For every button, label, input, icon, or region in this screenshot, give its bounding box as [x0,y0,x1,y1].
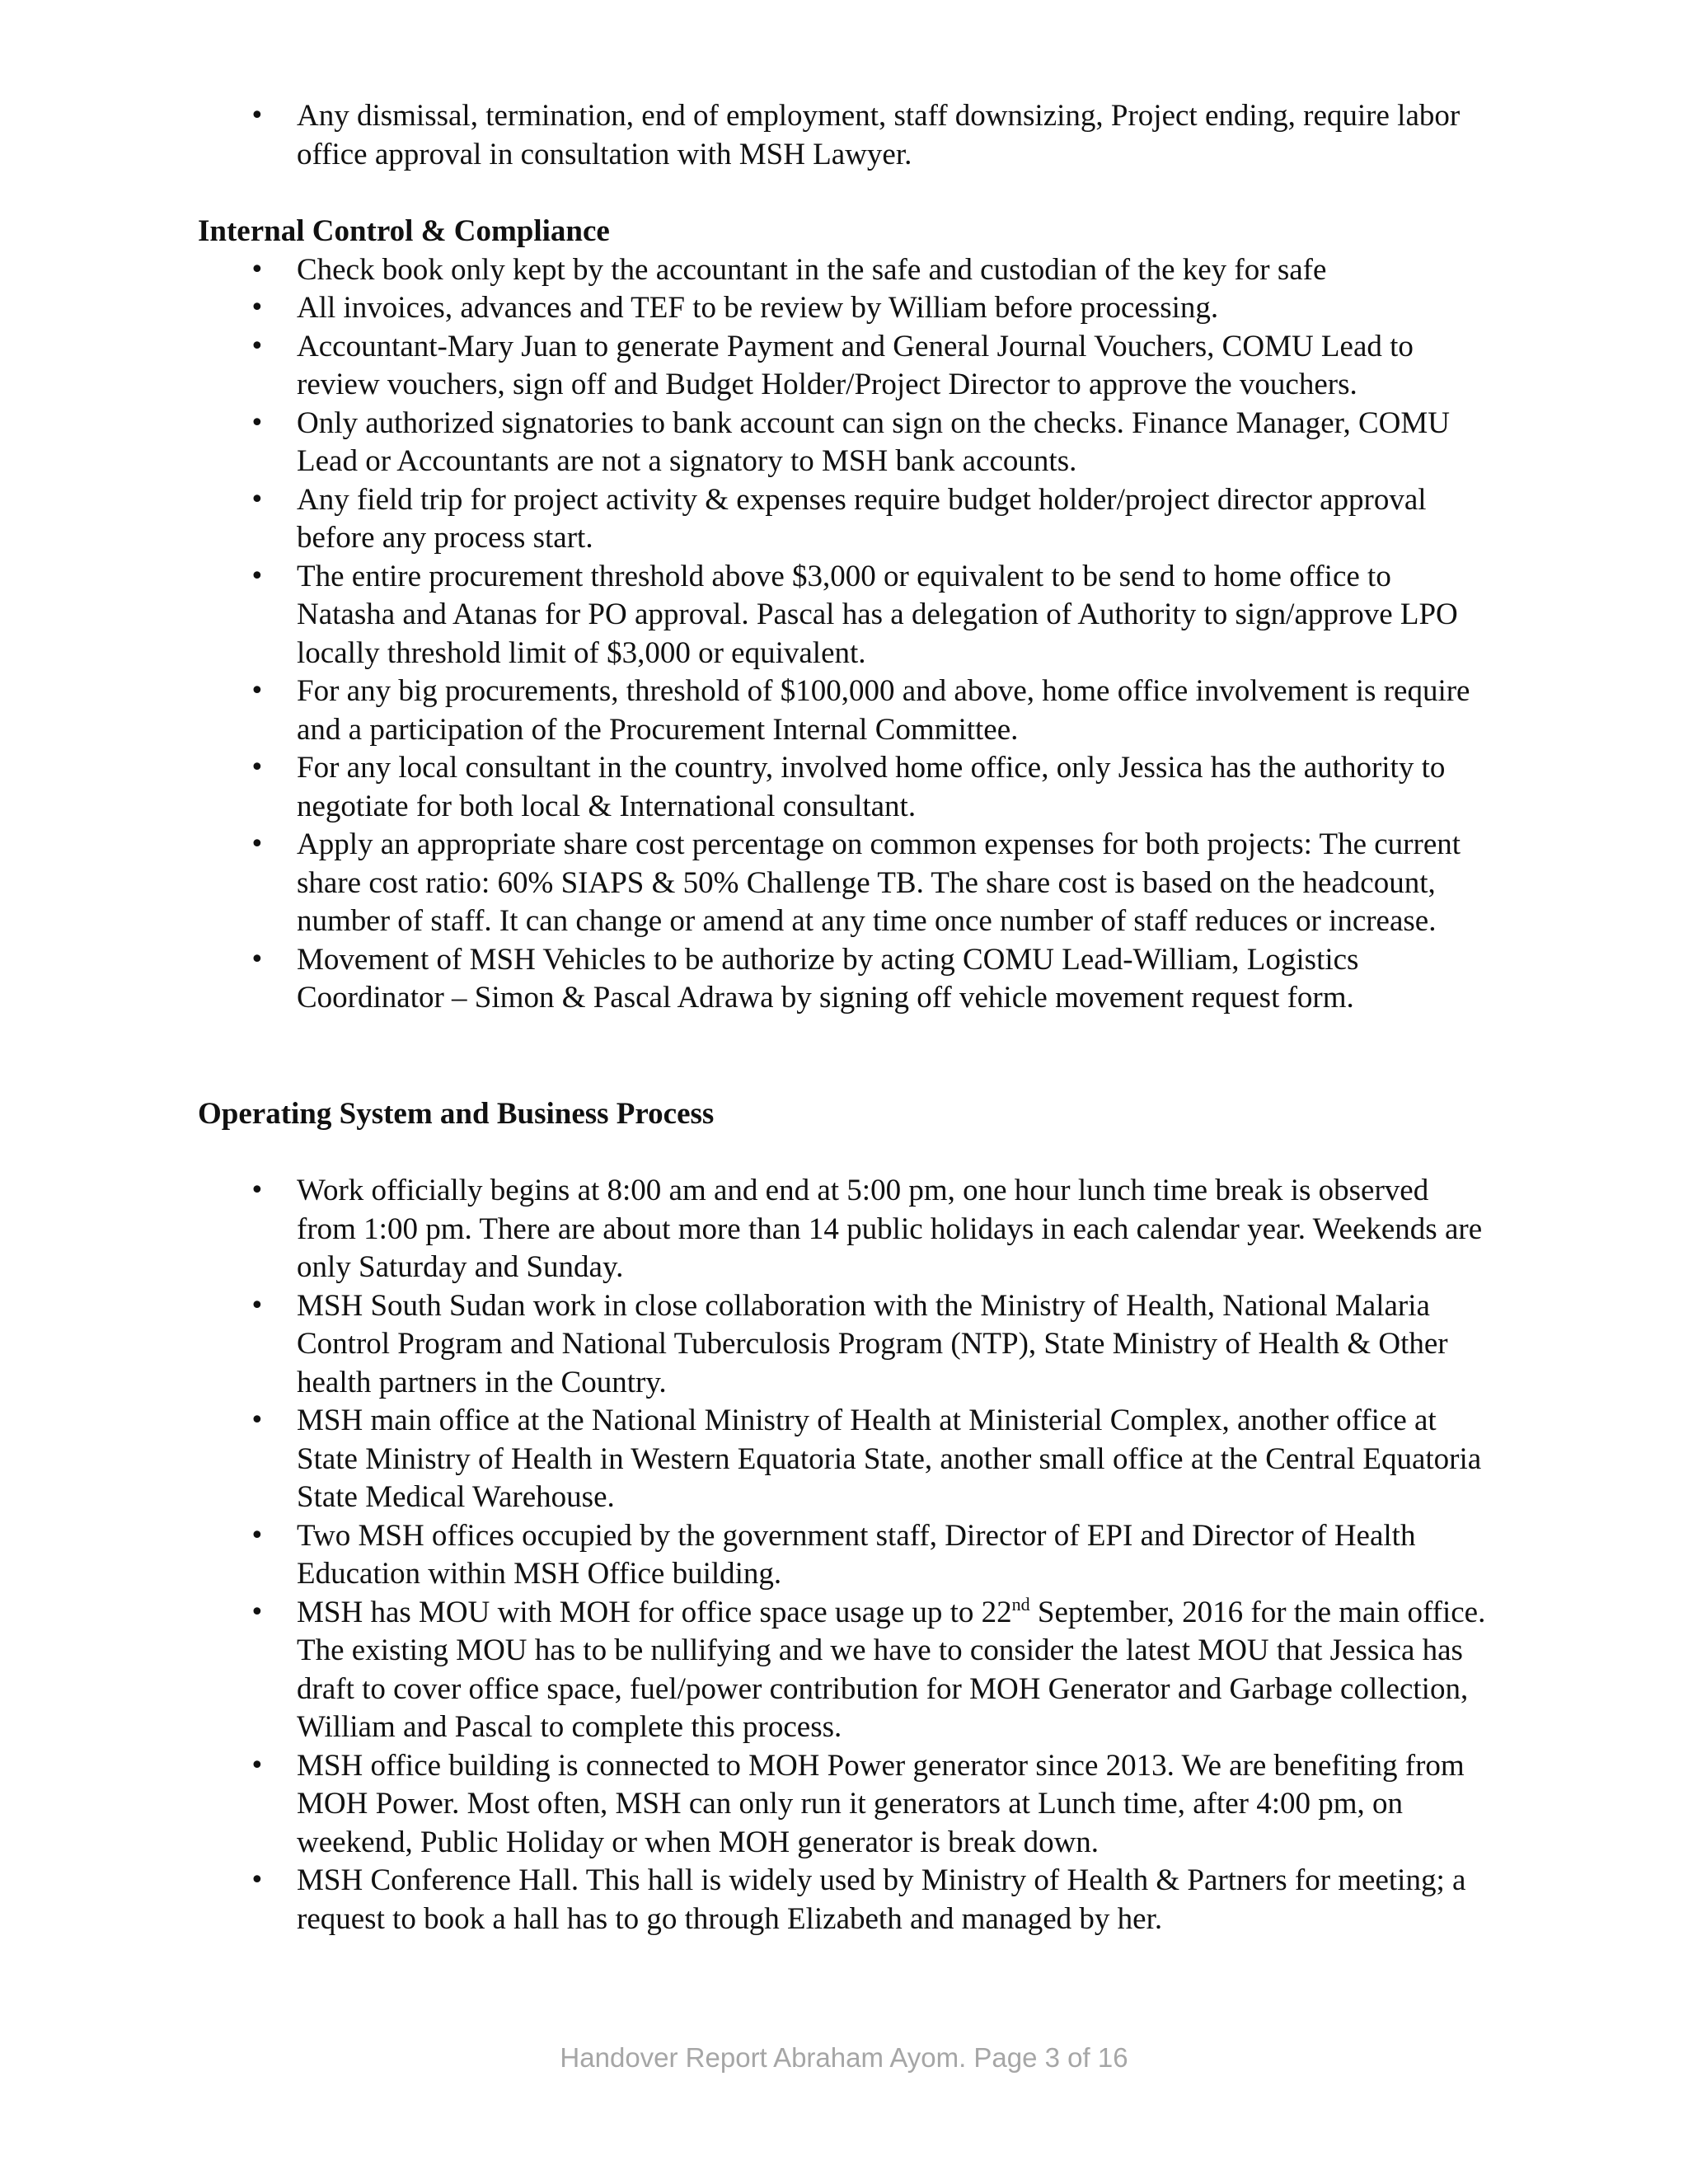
list-item: • MSH office building is connected to MOH Power generator since 2013. We are benefiting from MOH Power. Most often, MSH can only run it generators at Lunch time, after 4:00 pm, on weekend, Public Holiday or when MOH generator is break down. [198,1747,1492,1863]
list-item: • Any dismissal, termination, end of employment, staff downsizing, Project ending, require labor office approval in consultation with MSH Lawyer. [198,97,1492,174]
list-item: • Apply an appropriate share cost percentage on common expenses for both projects: The current share cost ratio: 60% SIAPS & 50% Challenge TB. The share cost is based on the headcount, number of staff. It can change or amend at any time once number of staff reduces or increase. [198,826,1492,941]
section-heading-internal-control: Internal Control & Compliance [198,214,610,248]
list-item: • Work officially begins at 8:00 am and end at 5:00 pm, one hour lunch time break is observed from 1:00 pm. There are about more than 14 public holidays in each calendar year. Weekends are only Saturday and Sunday. [198,1172,1492,1287]
list-item: • Check book only kept by the accountant in the safe and custodian of the key for safe [198,251,1492,290]
list-item: • Any field trip for project activity & expenses require budget holder/project director approval before any process start. [198,481,1492,558]
ordinal-suffix: nd [1011,1593,1030,1615]
top-bullet-list [198,97,1492,174]
mou-text-after: September, 2016 for the main office. The existing MOU has to be nullifying and we have to consider the latest MOU that Jessica has draft to cover office space, fuel/power contribution for MOH Generator and Garbage collection, William and Pascal to complete this process. [297,1595,1486,1744]
list-item: • For any big procurements, threshold of $100,000 and above, home office involvement is require and a participation of the Procurement Internal Committee. [198,673,1492,749]
internal-control-list [198,251,1492,1018]
mou-text-before: MSH has MOU with MOH for office space usage up to 22 [297,1595,1012,1629]
list-item: • The entire procurement threshold above $3,000 or equivalent to be send to home office to Natasha and Atanas for PO approval. Pascal has a delegation of Authority to sign/approve LPO locally threshold limit of $3,000 or equivalent. [198,558,1492,673]
list-item-mou [198,1594,1492,1747]
list-item: • MSH South Sudan work in close collaboration with the Ministry of Health, National Malaria Control Program and National Tuberculosis Program (NTP), State Ministry of Health & Other health partners in the Country. [198,1287,1492,1403]
list-item: • MSH main office at the National Ministry of Health at Ministerial Complex, another office at State Ministry of Health in Western Equatoria State, another small office at the Central Equatoria State Medical Warehouse. [198,1402,1492,1517]
list-item: • Movement of MSH Vehicles to be authorize by acting COMU Lead-William, Logistics Coordinator – Simon & Pascal Adrawa by signing off vehicle movement request form. [198,941,1492,1018]
list-item: • Only authorized signatories to bank account can sign on the checks. Finance Manager, COMU Lead or Accountants are not a signatory to MSH bank accounts. [198,405,1492,481]
list-item: • Two MSH offices occupied by the government staff, Director of EPI and Director of Health Education within MSH Office building. [198,1517,1492,1594]
list-item: • MSH Conference Hall. This hall is widely used by Ministry of Health & Partners for meeting; a request to book a hall has to go through Elizabeth and managed by her. [198,1862,1492,1938]
page-content [198,97,1492,1938]
list-item: • All invoices, advances and TEF to be review by William before processing. [198,289,1492,328]
operating-system-list [198,1172,1492,1938]
page-footer: Handover Report Abraham Ayom. Page 3 of 16 [560,2042,1128,2073]
list-item: • For any local consultant in the country, involved home office, only Jessica has the authority to negotiate for both local & International consultant. [198,749,1492,826]
list-item: • Accountant-Mary Juan to generate Payment and General Journal Vouchers, COMU Lead to review vouchers, sign off and Budget Holder/Project Director to approve the vouchers. [198,328,1492,405]
section-heading-operating-system: Operating System and Business Process [198,1096,715,1131]
